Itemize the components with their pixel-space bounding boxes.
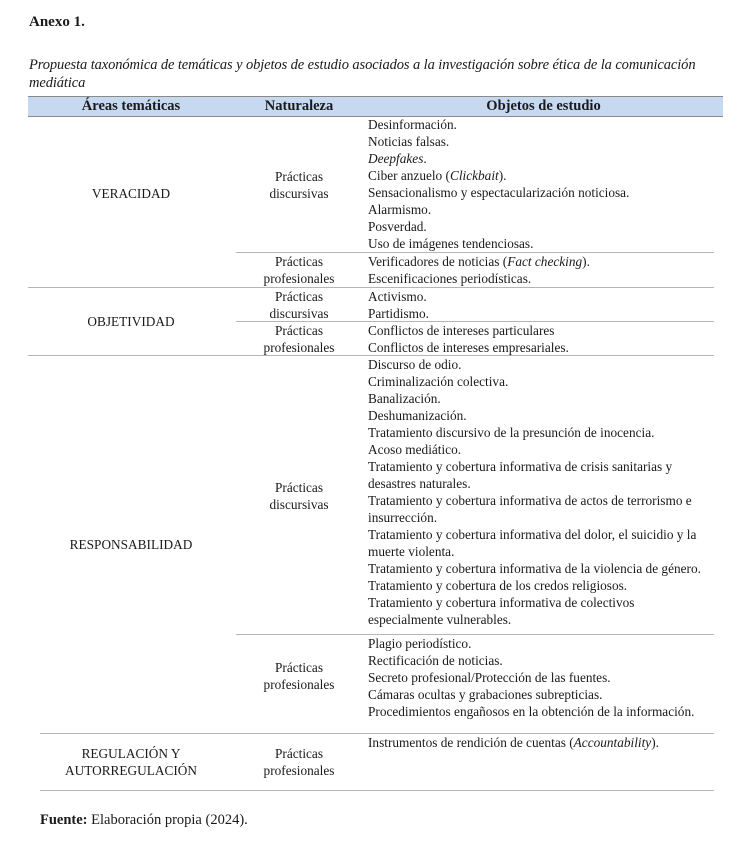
naturaleza-cell xyxy=(234,479,364,513)
objeto-item: Noticias falsas. xyxy=(368,134,450,149)
italic-term: Fact checking xyxy=(507,254,583,269)
objeto-item: Deepfakes. xyxy=(368,151,427,166)
column-header-objetos: Objetos de estudio xyxy=(486,98,601,114)
naturaleza-line: Prácticas xyxy=(275,289,323,304)
naturaleza-cell xyxy=(234,288,364,322)
column-header-naturaleza: Naturaleza xyxy=(264,98,334,114)
objeto-item: Sensacionalismo y espectacularización noticiosa. xyxy=(368,185,630,200)
naturaleza-line: Prácticas xyxy=(275,746,323,761)
objeto-item: Acoso mediático. xyxy=(368,442,462,457)
objeto-item: Escenificaciones periodísticas. xyxy=(368,271,532,286)
objeto-item: Tratamiento y cobertura informativa de colectivos especialmente vulnerables. xyxy=(368,595,635,627)
naturaleza-line: Prácticas xyxy=(275,254,323,269)
objeto-item: Verificadores de noticias (Fact checking). xyxy=(368,254,590,269)
source-label: Fuente: xyxy=(40,812,88,828)
source-note xyxy=(40,812,248,829)
annex-heading: Anexo 1. xyxy=(29,14,85,30)
objetos-list xyxy=(368,635,713,720)
objeto-item: Conflictos de intereses particulares xyxy=(368,323,555,338)
naturaleza-line: profesionales xyxy=(263,677,335,692)
objetos-list xyxy=(368,734,713,751)
objeto-item: Tratamiento y cobertura informativa del dolor, el suicidio y la muerte violenta. xyxy=(368,527,697,559)
area-responsabilidad: RESPONSABILIDAD xyxy=(69,537,193,552)
area-veracidad: VERACIDAD xyxy=(91,186,171,201)
column-header-areas: Áreas temáticas xyxy=(81,98,181,114)
objeto-item: Uso de imágenes tendenciosas. xyxy=(368,236,534,251)
naturaleza-line: Prácticas xyxy=(275,480,323,495)
objeto-item: Ciber anzuelo (Clickbait). xyxy=(368,168,507,183)
objeto-item: Banalización. xyxy=(368,391,441,406)
objeto-item: Deshumanización. xyxy=(368,408,467,423)
area-line: REGULACIÓN Y xyxy=(81,746,181,761)
naturaleza-cell xyxy=(234,253,364,287)
table-caption: Propuesta taxonómica de temáticas y objetos de estudio asociados a la investigación sobre ética de la comunicación mediática xyxy=(29,57,696,91)
objeto-item: Tratamiento y cobertura informativa de la violencia de género. xyxy=(368,561,701,576)
naturaleza-line: discursivas xyxy=(269,186,329,201)
naturaleza-line: discursivas xyxy=(269,497,329,512)
naturaleza-line: discursivas xyxy=(269,306,329,321)
objetos-list xyxy=(368,322,713,356)
objeto-item: Posverdad. xyxy=(368,219,427,234)
italic-term: Accountability xyxy=(573,735,652,750)
objeto-item: Partidismo. xyxy=(368,306,429,321)
naturaleza-line: Prácticas xyxy=(275,660,323,675)
objeto-item: Discurso de odio. xyxy=(368,357,462,372)
objeto-item: Activismo. xyxy=(368,289,427,304)
naturaleza-line: profesionales xyxy=(263,340,335,355)
table-bottom-rule xyxy=(40,790,714,791)
naturaleza-line: Prácticas xyxy=(275,323,323,338)
objeto-item: Desinformación. xyxy=(368,117,457,132)
objetos-list xyxy=(368,253,713,287)
area-line: AUTORREGULACIÓN xyxy=(65,763,197,778)
naturaleza-line: profesionales xyxy=(263,763,335,778)
objeto-item: Rectificación de noticias. xyxy=(368,653,503,668)
objeto-item: Alarmismo. xyxy=(368,202,432,217)
table-header xyxy=(28,96,723,117)
naturaleza-cell xyxy=(234,322,364,356)
objeto-item: Criminalización colectiva. xyxy=(368,374,509,389)
objetos-list xyxy=(368,116,713,252)
objeto-item: Procedimientos engañosos en la obtención de la información. xyxy=(368,704,695,719)
objeto-item: Tratamiento discursivo de la presunción de inocencia. xyxy=(368,425,655,440)
objeto-item: Cámaras ocultas y grabaciones subrepticias. xyxy=(368,687,603,702)
area-regulacion xyxy=(28,745,234,779)
naturaleza-cell xyxy=(234,659,364,693)
naturaleza-cell xyxy=(234,168,364,202)
objeto-item: Plagio periodístico. xyxy=(368,636,472,651)
objeto-item: Conflictos de intereses empresariales. xyxy=(368,340,569,355)
objeto-item: Secreto profesional/Protección de las fuentes. xyxy=(368,670,611,685)
objetos-list xyxy=(368,356,713,628)
objeto-item: Tratamiento y cobertura informativa de crisis sanitarias y desastres naturales. xyxy=(368,459,673,491)
objeto-item: Instrumentos de rendición de cuentas (Accountability). xyxy=(368,735,659,750)
objeto-item: Tratamiento y cobertura informativa de actos de terrorismo e insurrección. xyxy=(368,493,692,525)
naturaleza-cell xyxy=(234,745,364,779)
naturaleza-line: Prácticas xyxy=(275,169,323,184)
italic-term: Deepfakes xyxy=(368,151,424,166)
italic-term: Clickbait xyxy=(449,168,499,183)
area-objetividad: OBJETIVIDAD xyxy=(87,314,175,329)
objeto-item: Tratamiento y cobertura de los credos religiosos. xyxy=(368,578,628,593)
objetos-list xyxy=(368,288,713,322)
naturaleza-line: profesionales xyxy=(263,271,335,286)
source-text: Elaboración propia (2024). xyxy=(87,812,248,828)
